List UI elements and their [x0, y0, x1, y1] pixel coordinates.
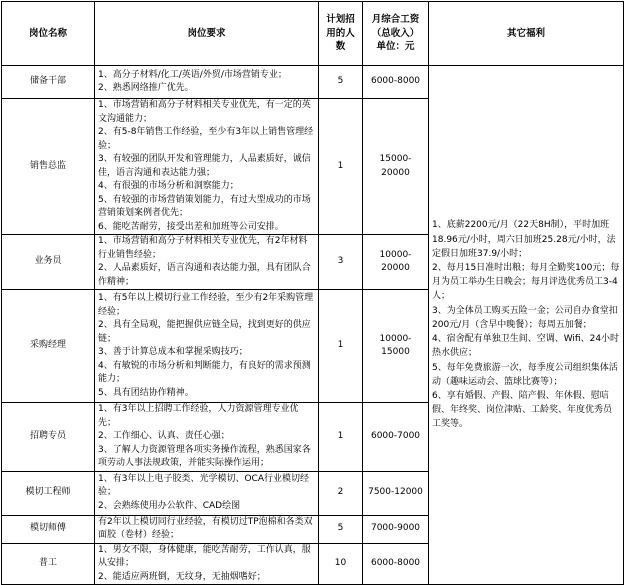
requirement-line: 3、有较强的团队开发和管理能力，人品素质好，诚信佳，语言沟通和表达能力强； [98, 154, 311, 178]
header-count: 计划招 用的人 数 [319, 2, 363, 66]
job-title: 招聘专员 [2, 403, 95, 472]
job-requirements [95, 543, 319, 585]
requirement-line: 1、高分子材料/化工/英语/外贸/市场营销专业； [98, 69, 287, 80]
headcount: 5 [319, 515, 363, 543]
job-requirements [95, 403, 319, 472]
salary-range: 6000-8000 [363, 66, 429, 99]
requirement-line: 1、有3年以上招聘工作经验，人力资源管理专业优先； [98, 404, 299, 428]
salary-range: 7500-12000 [363, 471, 429, 515]
benefit-line: 3、为全体员工购买五险一金；公司自办食堂扣200元/月（含早中晚餐）；每周五加餐； [432, 305, 618, 330]
header-benefits: 其它福利 [429, 2, 624, 66]
headcount: 1 [319, 403, 363, 472]
headcount: 1 [319, 99, 363, 235]
job-requirements [95, 515, 319, 543]
job-title: 采购经理 [2, 290, 95, 403]
requirement-line: 6、能吃苦耐劳，接受出差和加班等公司安排。 [98, 221, 284, 232]
headcount: 1 [319, 290, 363, 403]
header-requirements: 岗位要求 [95, 2, 319, 66]
requirement-line: 1、市场营销和高分子材料相关专业优先，有2年材料行业销售经验； [98, 236, 308, 260]
job-row [2, 66, 624, 99]
requirement-line: 有2年以上模切同行业经验，有模切过TP泡棉和各类双面胶（卷材）经验； [98, 516, 313, 540]
job-title: 销售总监 [2, 99, 95, 235]
requirement-line: 2、会熟练使用办公软件、CAD绘图 [98, 500, 241, 511]
job-title: 模切师傅 [2, 515, 95, 543]
benefit-line: 5、每年免费旅游一次，每季度公司组织集体活动（趣味运动会、篮球比赛等）； [432, 362, 618, 387]
requirement-line: 4、有很强的市场分析和洞察能力； [98, 181, 239, 191]
job-title: 普工 [2, 543, 95, 585]
benefit-line: 4、宿舍配有单独卫生间、空调、Wifi、24小时热水供应； [432, 334, 620, 359]
salary-range: 10000-15000 [363, 290, 429, 403]
requirement-line: 2、工作细心、认真、责任心强； [98, 431, 230, 441]
headcount: 10 [319, 543, 363, 585]
benefit-line: 2、每月15日准时出粮；每月全勤奖100元；每月为员工举办生日晚会；每月评选优秀员工3-4人； [432, 263, 620, 302]
headcount: 2 [319, 471, 363, 515]
recruitment-table [1, 1, 624, 585]
job-requirements [95, 66, 319, 99]
benefit-line: 1、底薪2200元/月（22天8H制），平时加班18.96元/小时，周六日加班25.28元/小时，法定假日加班37.9/小时； [432, 220, 616, 259]
requirement-line: 4、有敏锐的市场分析和判断能力，有良好的需求预测能力； [98, 360, 311, 384]
job-requirements [95, 235, 319, 290]
requirement-line: 5、具有团结协作精神。 [98, 387, 194, 398]
requirement-line: 3、善于计算总成本和掌握采购技巧； [98, 347, 248, 357]
job-requirements [95, 99, 319, 235]
requirement-line: 1、有5年以上模切行业工作经验，至少有2年采购管理经验； [98, 293, 314, 317]
salary-range: 15000-20000 [363, 99, 429, 235]
job-title: 模切工程师 [2, 471, 95, 515]
requirement-line: 5、有较强的市场营销策划能力，有过大型成功的市场营销策划案例者优先； [98, 194, 311, 218]
job-title: 储备干部 [2, 66, 95, 99]
header-row [2, 2, 624, 66]
salary-range: 10000-20000 [363, 235, 429, 290]
job-requirements [95, 290, 319, 403]
headcount: 3 [319, 235, 363, 290]
job-requirements [95, 471, 319, 515]
requirement-line: 1、市场营销和高分子材料相关专业优先，有一定的英文沟通能力； [98, 100, 311, 124]
header-title: 岗位名称 [2, 2, 95, 66]
benefits-cell [429, 66, 624, 585]
requirement-line: 2、能适应两班倒，无纹身，无抽烟嗜好； [98, 571, 266, 582]
requirement-line: 2、有5-8年销售工作经验，至少有3年以上销售管理经验； [98, 127, 314, 151]
salary-range: 7000-9000 [363, 515, 429, 543]
requirement-line: 1、有3年以上电子胶类、光学模切、OCA行业模切经验； [98, 473, 309, 498]
job-title: 业务员 [2, 235, 95, 290]
headcount: 5 [319, 66, 363, 99]
requirement-line: 1、男女不限，身体健康，能吃苦耐劳，工作认真，服从安排； [98, 544, 311, 568]
header-salary: 月综合工资 （总收入） 单位：元 [363, 2, 429, 66]
salary-range: 6000-7000 [363, 403, 429, 472]
benefit-line: 6、享有婚假、产假、陪产假、年休假、慰唁假、年终奖、岗位津贴、工龄奖、年度优秀员工奖等。 [432, 390, 613, 430]
requirement-line: 2、具有全局观，能把握供应链全局，找到更好的供应链； [98, 320, 311, 344]
requirement-line: 2、人品素质好，语言沟通和表达能力强，具有团队合作精神； [98, 263, 311, 287]
requirement-line: 2、熟悉网络推广优先。 [98, 83, 194, 93]
salary-range: 6000-8000 [363, 543, 429, 585]
requirement-line: 3、了解人力资源管理各项实务操作流程，熟悉国家各项劳动人事法规政策，并能实际操作运用； [98, 444, 311, 468]
